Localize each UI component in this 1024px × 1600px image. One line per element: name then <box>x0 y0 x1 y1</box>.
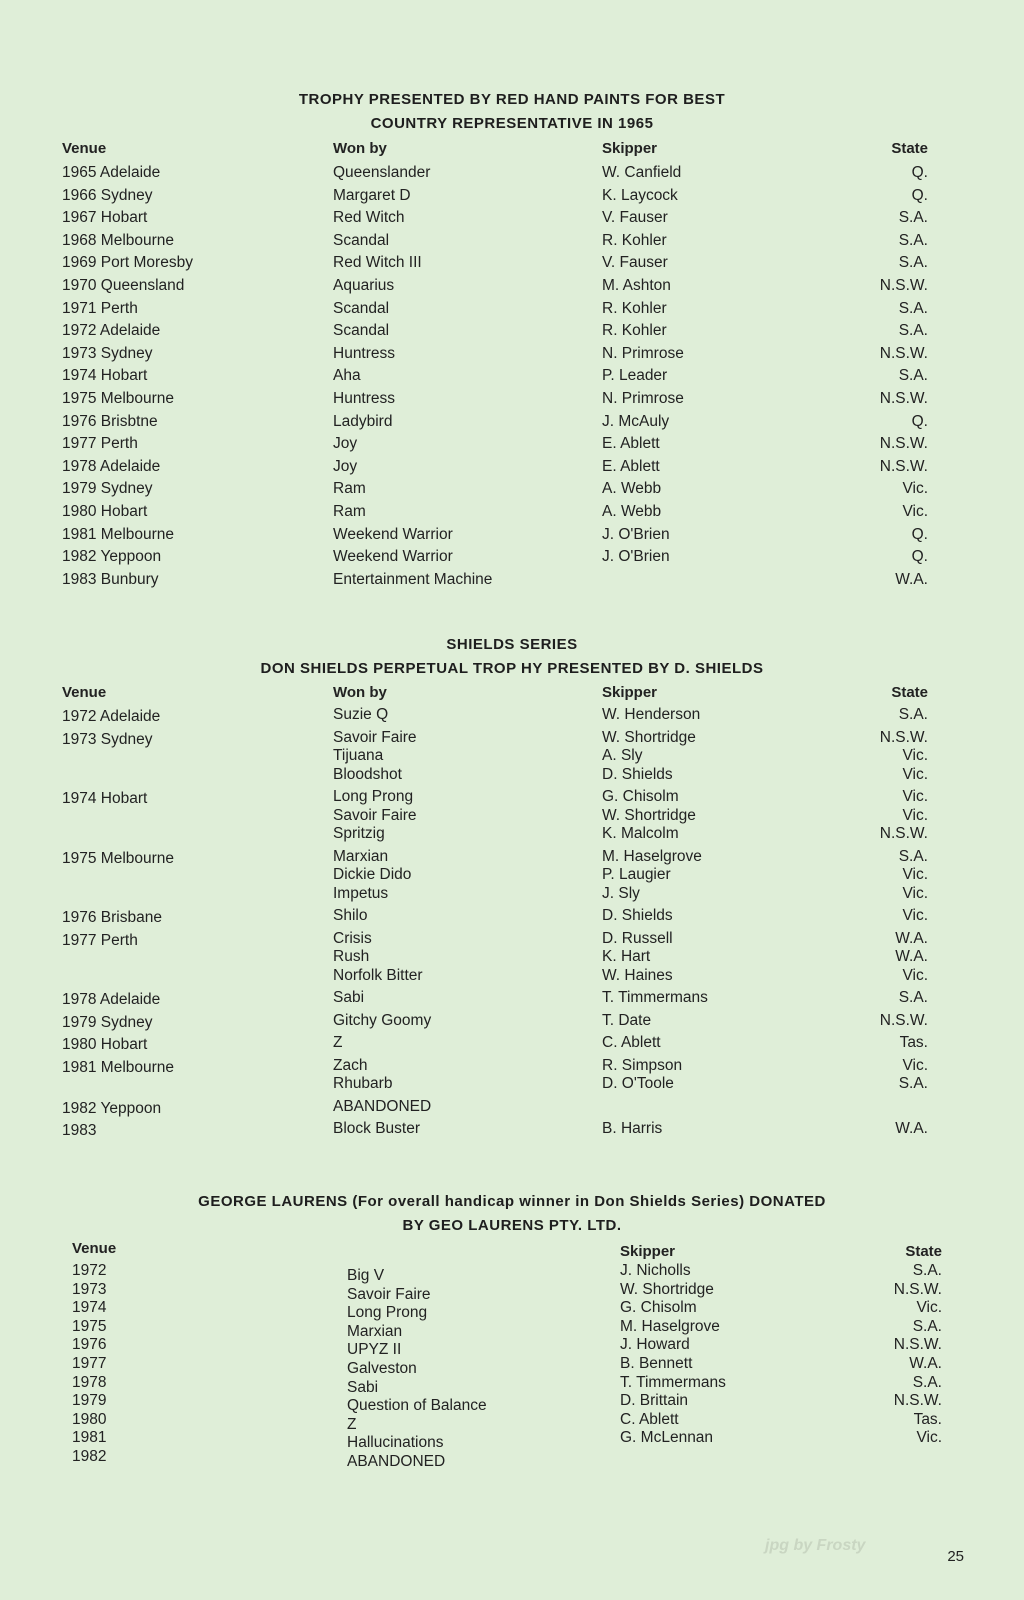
header-won-by: Won by <box>333 684 387 701</box>
won-line: Tijuana <box>333 747 384 764</box>
won-cell <box>333 907 367 926</box>
skipper-cell <box>602 930 673 986</box>
won-by-cell: Weekend Warrior <box>333 548 453 566</box>
won-by-cell: Huntress <box>333 344 396 362</box>
section-subtitle: BY GEO LAURENS PTY. LTD. <box>402 1217 622 1234</box>
state-cell: S.A. <box>898 254 928 272</box>
venue-cell: 1979 Sydney <box>62 1013 153 1031</box>
skipper-line: D. Shields <box>602 765 673 783</box>
state-cell: S.A. <box>898 231 928 249</box>
table-row <box>0 478 1024 501</box>
won-cell <box>333 1120 420 1139</box>
skipper-line: W. Haines <box>602 966 673 984</box>
skipper-cell: A. Webb <box>602 502 662 520</box>
table-row <box>0 388 1024 411</box>
won-line: Zach <box>333 1056 368 1074</box>
state-cell: Vic. <box>902 480 928 498</box>
table-row <box>0 524 1024 547</box>
section-title: TROPHY PRESENTED BY RED HAND PAINTS FOR BEST <box>298 91 726 108</box>
skipper-cell: J. Nicholls <box>620 1262 691 1279</box>
skipper-cell: W. Shortridge <box>620 1280 714 1298</box>
venue-cell: 1977 <box>72 1354 107 1372</box>
state-line: Vic. <box>902 806 928 824</box>
state-cell: Q. <box>911 164 928 181</box>
table-row <box>0 252 1024 275</box>
red-hand-trophy-section <box>0 88 1024 591</box>
skipper-cell: J. Howard <box>620 1336 690 1354</box>
won-line: Bloodshot <box>333 765 402 783</box>
venue-cell: 1976 Brisbtne <box>62 412 158 430</box>
won-by-cell: Savoir Faire <box>347 1285 431 1303</box>
state-line: Vic. <box>902 907 928 924</box>
venue-cell: 1981 Melbourne <box>62 525 175 543</box>
state-cell <box>899 1057 928 1094</box>
state-cell <box>880 729 928 785</box>
won-by-cell: Question of Balance <box>347 1397 487 1415</box>
skipper-cell: J. O'Brien <box>602 548 670 566</box>
state-cell <box>895 1120 928 1139</box>
table-row <box>0 1034 1024 1057</box>
table-row <box>0 1447 1024 1470</box>
won-line: Rhubarb <box>333 1075 393 1092</box>
won-by-cell: Queenslander <box>333 164 431 181</box>
results-table <box>0 706 1024 1143</box>
state-cell: Vic. <box>902 502 928 520</box>
skipper-cell <box>602 1012 651 1031</box>
skipper-cell: A. Webb <box>602 480 662 498</box>
state-cell <box>899 989 928 1008</box>
won-by-cell: Scandal <box>333 322 390 340</box>
state-cell: S.A. <box>912 1262 942 1279</box>
section-title: GEORGE LAURENS (For overall handicap winner in Don Shields Series) DONATED <box>198 1193 826 1210</box>
won-by-cell: Aquarius <box>333 276 395 294</box>
won-cell <box>333 729 417 785</box>
state-cell <box>899 848 928 904</box>
won-by-cell: Ladybird <box>333 412 393 430</box>
skipper-cell: D. Brittain <box>620 1392 689 1410</box>
skipper-cell <box>602 907 673 926</box>
won-by-cell: Ram <box>333 480 366 498</box>
state-cell <box>900 1034 928 1053</box>
won-by-cell: Z <box>347 1415 357 1433</box>
skipper-line: J. Sly <box>602 884 640 902</box>
venue-cell: 1975 <box>72 1317 107 1335</box>
header-venue: Venue <box>62 140 107 157</box>
state-cell: S.A. <box>898 299 928 317</box>
table-row <box>0 848 1024 908</box>
won-line: Marxian <box>333 847 389 865</box>
header-skipper: Skipper <box>602 140 658 157</box>
table-row <box>0 1098 1024 1121</box>
skipper-cell <box>602 788 696 844</box>
venue-cell: 1965 Adelaide <box>62 164 161 181</box>
won-line: Rush <box>333 948 370 965</box>
state-line: W.A. <box>895 1120 928 1137</box>
venue-cell: 1978 Adelaide <box>62 457 161 475</box>
table-row <box>0 1410 1024 1433</box>
venue-cell: 1981 Melbourne <box>62 1058 175 1076</box>
skipper-line: G. Chisolm <box>602 788 679 805</box>
shields-series-section <box>0 633 1024 1143</box>
won-line: Block Buster <box>333 1120 421 1137</box>
won-cell <box>333 989 364 1008</box>
venue-cell: 1982 Yeppoon <box>62 1099 162 1117</box>
won-cell <box>333 1057 392 1094</box>
state-line: Vic. <box>902 747 928 764</box>
venue-cell: 1973 Sydney <box>62 344 153 362</box>
venue-cell: 1969 Port Moresby <box>62 254 193 272</box>
won-cell <box>333 1034 342 1053</box>
won-cell <box>333 930 423 986</box>
table-row <box>0 456 1024 479</box>
state-cell: W.A. <box>909 1354 942 1372</box>
skipper-cell: R. Kohler <box>602 322 667 340</box>
won-line: Dickie Dido <box>333 866 412 883</box>
skipper-line: D. Russell <box>602 929 673 947</box>
section-subtitle: DON SHIELDS PERPETUAL TROP HY PRESENTED BY D. SHIELDS <box>260 660 764 677</box>
skipper-line: A. Sly <box>602 747 643 764</box>
state-cell: Tas. <box>913 1410 942 1428</box>
won-line: Savoir Faire <box>333 728 417 746</box>
skipper-line: W. Shortridge <box>602 728 696 746</box>
won-by-cell: UPYZ II <box>347 1341 402 1359</box>
won-by-cell: Joy <box>333 457 358 475</box>
table-row <box>0 162 1024 185</box>
won-by-cell: Scandal <box>333 299 390 317</box>
venue-cell: 1982 Yeppoon <box>62 548 162 566</box>
venue-cell: 1977 Perth <box>62 435 138 453</box>
won-by-cell: Entertainment Machine <box>333 570 493 588</box>
skipper-cell <box>602 706 700 725</box>
skipper-line: W. Henderson <box>602 706 701 723</box>
skipper-cell: V. Fauser <box>602 254 668 272</box>
table-row <box>0 411 1024 434</box>
venue-cell: 1973 <box>72 1280 107 1298</box>
venue-cell: 1983 Bunbury <box>62 570 159 588</box>
section-subtitle: COUNTRY REPRESENTATIVE IN 1965 <box>370 115 654 132</box>
state-cell: S.A. <box>912 1317 942 1335</box>
venue-cell: 1972 Adelaide <box>62 708 161 725</box>
state-cell: S.A. <box>898 322 928 340</box>
skipper-line: C. Ablett <box>602 1034 661 1051</box>
skipper-cell: B. Bennett <box>620 1354 693 1372</box>
state-cell: Vic. <box>916 1429 942 1447</box>
venue-cell: 1979 <box>72 1392 107 1410</box>
won-by-cell: Weekend Warrior <box>333 525 453 543</box>
skipper-cell: N. Primrose <box>602 389 684 407</box>
won-by-cell: Big V <box>347 1267 385 1284</box>
skipper-cell: M. Ashton <box>602 276 671 294</box>
venue-cell: 1978 <box>72 1373 107 1391</box>
state-cell: S.A. <box>898 367 928 385</box>
state-cell <box>880 788 928 844</box>
won-cell <box>333 1012 431 1031</box>
header-state: State <box>891 140 928 157</box>
skipper-cell: E. Ablett <box>602 457 660 475</box>
state-line: Vic. <box>902 866 928 883</box>
won-line: Z <box>333 1034 343 1051</box>
state-cell <box>880 1012 928 1031</box>
results-table <box>0 1262 1024 1470</box>
header-skipper: Skipper <box>620 1243 676 1260</box>
table-row <box>0 320 1024 343</box>
venue-cell: 1974 <box>72 1299 107 1317</box>
skipper-cell: J. O'Brien <box>602 525 670 543</box>
won-cell <box>333 706 388 725</box>
venue-cell: 1980 Hobart <box>62 1036 148 1053</box>
won-by-cell: Red Witch III <box>333 254 422 272</box>
venue-cell: 1982 <box>72 1447 107 1465</box>
state-cell: Vic. <box>916 1299 942 1317</box>
skipper-line: K. Malcolm <box>602 825 679 842</box>
table-row <box>0 1280 1024 1303</box>
header-venue: Venue <box>72 1240 117 1257</box>
state-cell: N.S.W. <box>893 1392 942 1410</box>
table-row <box>0 275 1024 298</box>
header-state: State <box>891 684 928 701</box>
header-state: State <box>905 1243 942 1260</box>
skipper-cell: W. Canfield <box>602 164 682 181</box>
venue-cell: 1981 <box>72 1429 107 1447</box>
table-row <box>0 1373 1024 1396</box>
skipper-line: T. Timmermans <box>602 989 708 1006</box>
venue-cell: 1968 Melbourne <box>62 231 175 249</box>
skipper-cell: V. Fauser <box>602 209 668 227</box>
table-row <box>0 1392 1024 1415</box>
state-cell <box>899 706 928 725</box>
table-row <box>0 1057 1024 1098</box>
state-cell: Q. <box>911 186 928 204</box>
state-cell: Q. <box>911 412 928 430</box>
state-cell: Q. <box>911 525 928 543</box>
table-row <box>0 1299 1024 1322</box>
state-line: Vic. <box>902 765 928 783</box>
state-cell: N.S.W. <box>879 276 928 294</box>
table-row <box>0 569 1024 592</box>
table-row <box>0 930 1024 990</box>
skipper-cell <box>602 848 702 904</box>
won-line: ABANDONED <box>333 1097 432 1115</box>
won-cell <box>333 788 417 844</box>
header-skipper: Skipper <box>602 684 658 701</box>
skipper-line: D. Shields <box>602 907 673 924</box>
venue-cell: 1973 Sydney <box>62 730 153 748</box>
table-row <box>0 788 1024 848</box>
state-line: Vic. <box>902 788 928 805</box>
table-row <box>0 706 1024 729</box>
state-cell: N.S.W. <box>893 1280 942 1298</box>
skipper-cell: P. Leader <box>602 367 668 385</box>
header-venue: Venue <box>62 684 107 701</box>
venue-cell: 1967 Hobart <box>62 209 148 227</box>
state-line: Vic. <box>902 1056 928 1074</box>
venue-cell: 1976 Brisbane <box>62 909 162 926</box>
venue-cell: 1980 <box>72 1410 107 1428</box>
state-cell <box>902 907 928 926</box>
won-cell <box>333 1098 431 1117</box>
skipper-cell <box>602 1034 661 1053</box>
table-row <box>0 185 1024 208</box>
skipper-cell: C. Ablett <box>620 1410 679 1428</box>
won-by-cell: ABANDONED <box>347 1452 446 1470</box>
table-row <box>0 1336 1024 1359</box>
state-line: S.A. <box>898 847 928 865</box>
table-row <box>0 1354 1024 1377</box>
skipper-cell: T. Timmermans <box>620 1373 726 1391</box>
table-row <box>0 907 1024 930</box>
won-by-cell: Marxian <box>347 1322 403 1340</box>
column-headers <box>0 140 1024 162</box>
venue-cell: 1972 Adelaide <box>62 322 161 340</box>
skipper-line: R. Simpson <box>602 1056 683 1074</box>
skipper-cell: E. Ablett <box>602 435 660 453</box>
column-headers <box>0 1240 1024 1262</box>
state-line: N.S.W. <box>879 728 928 746</box>
skipper-cell: R. Kohler <box>602 299 667 317</box>
table-row <box>0 501 1024 524</box>
won-by-cell: Galveston <box>347 1359 417 1377</box>
state-cell: N.S.W. <box>879 344 928 362</box>
results-table <box>0 162 1024 591</box>
venue-cell: 1980 Hobart <box>62 502 148 520</box>
won-cell <box>333 848 411 904</box>
state-cell: N.S.W. <box>879 457 928 475</box>
state-line: W.A. <box>895 929 928 947</box>
state-line: N.S.W. <box>879 1011 928 1029</box>
skipper-line: P. Laugier <box>602 866 671 883</box>
skipper-cell: M. Haselgrove <box>620 1317 720 1335</box>
state-cell: S.A. <box>898 209 928 227</box>
won-line: Savoir Faire <box>333 806 417 824</box>
george-laurens-section <box>0 1190 1024 1470</box>
won-by-cell: Sabi <box>347 1378 379 1396</box>
won-by-cell: Hallucinations <box>347 1434 444 1452</box>
page-number: 25 <box>947 1548 964 1565</box>
skipper-cell <box>602 1120 662 1139</box>
won-by-cell: Huntress <box>333 389 396 407</box>
skipper-cell <box>602 989 708 1008</box>
venue-cell: 1983 <box>62 1122 97 1139</box>
venue-cell: 1979 Sydney <box>62 480 153 498</box>
won-line: Sabi <box>333 989 365 1006</box>
venue-cell: 1972 <box>72 1262 107 1279</box>
state-line: W.A. <box>895 948 928 965</box>
skipper-line: W. Shortridge <box>602 806 696 824</box>
won-by-cell: Aha <box>333 367 361 385</box>
state-line: Tas. <box>899 1034 928 1051</box>
table-row <box>0 207 1024 230</box>
won-by-cell: Red Witch <box>333 209 405 227</box>
state-line: Vic. <box>902 884 928 902</box>
table-row <box>0 343 1024 366</box>
table-row <box>0 230 1024 253</box>
skipper-cell <box>602 1057 682 1094</box>
won-line: Long Prong <box>333 788 414 805</box>
skipper-line: M. Haselgrove <box>602 847 702 865</box>
section-title: SHIELDS SERIES <box>446 636 578 653</box>
won-by-cell: Margaret D <box>333 186 411 204</box>
state-cell: W.A. <box>895 570 928 588</box>
table-row <box>0 989 1024 1012</box>
state-cell: N.S.W. <box>879 435 928 453</box>
state-line: S.A. <box>898 706 928 723</box>
watermark: jpg by Frosty <box>765 1537 866 1554</box>
table-row <box>0 1429 1024 1452</box>
skipper-cell: K. Laycock <box>602 186 678 204</box>
state-cell <box>895 930 928 986</box>
state-line: Vic. <box>902 966 928 984</box>
table-row <box>0 1012 1024 1035</box>
skipper-line: B. Harris <box>602 1120 663 1137</box>
venue-cell: 1970 Queensland <box>62 276 185 294</box>
table-row <box>0 1262 1024 1284</box>
skipper-cell: G. McLennan <box>620 1429 714 1447</box>
won-line: Suzie Q <box>333 706 389 723</box>
won-line: Crisis <box>333 929 372 947</box>
venue-cell: 1977 Perth <box>62 931 138 949</box>
venue-cell: 1978 Adelaide <box>62 991 161 1008</box>
table-row <box>0 365 1024 388</box>
table-row <box>0 433 1024 456</box>
state-line: S.A. <box>898 989 928 1006</box>
won-line: Gitchy Goomy <box>333 1011 432 1029</box>
skipper-line: T. Date <box>602 1011 652 1029</box>
table-row <box>0 1317 1024 1340</box>
won-line: Norfolk Bitter <box>333 966 423 984</box>
state-line: N.S.W. <box>879 825 928 842</box>
venue-cell: 1974 Hobart <box>62 790 148 807</box>
venue-cell: 1971 Perth <box>62 299 138 317</box>
table-row <box>0 729 1024 789</box>
skipper-cell: J. McAuly <box>602 412 670 430</box>
venue-cell: 1975 Melbourne <box>62 389 175 407</box>
skipper-line: K. Hart <box>602 948 651 965</box>
won-by-cell: Scandal <box>333 231 390 249</box>
column-headers <box>0 684 1024 706</box>
table-row <box>0 1120 1024 1143</box>
skipper-cell: R. Kohler <box>602 231 667 249</box>
venue-cell: 1966 Sydney <box>62 186 153 204</box>
skipper-cell <box>602 729 696 785</box>
won-line: Shilo <box>333 907 368 924</box>
state-cell: S.A. <box>912 1373 942 1391</box>
state-cell: N.S.W. <box>879 389 928 407</box>
won-line: Impetus <box>333 884 389 902</box>
won-line: Spritzig <box>333 825 385 842</box>
state-line: S.A. <box>898 1075 928 1092</box>
skipper-cell: G. Chisolm <box>620 1299 697 1317</box>
won-by-cell: Long Prong <box>347 1304 428 1322</box>
header-won-by: Won by <box>333 140 387 157</box>
skipper-cell: N. Primrose <box>602 344 684 362</box>
state-cell: Q. <box>911 548 928 566</box>
skipper-line: D. O'Toole <box>602 1075 674 1092</box>
venue-cell: 1975 Melbourne <box>62 849 175 867</box>
table-row <box>0 298 1024 321</box>
won-by-cell: Joy <box>333 435 358 453</box>
table-row <box>0 546 1024 569</box>
won-by-cell: Ram <box>333 502 366 520</box>
venue-cell: 1974 Hobart <box>62 367 148 385</box>
venue-cell: 1976 <box>72 1336 107 1354</box>
state-cell: N.S.W. <box>893 1336 942 1354</box>
